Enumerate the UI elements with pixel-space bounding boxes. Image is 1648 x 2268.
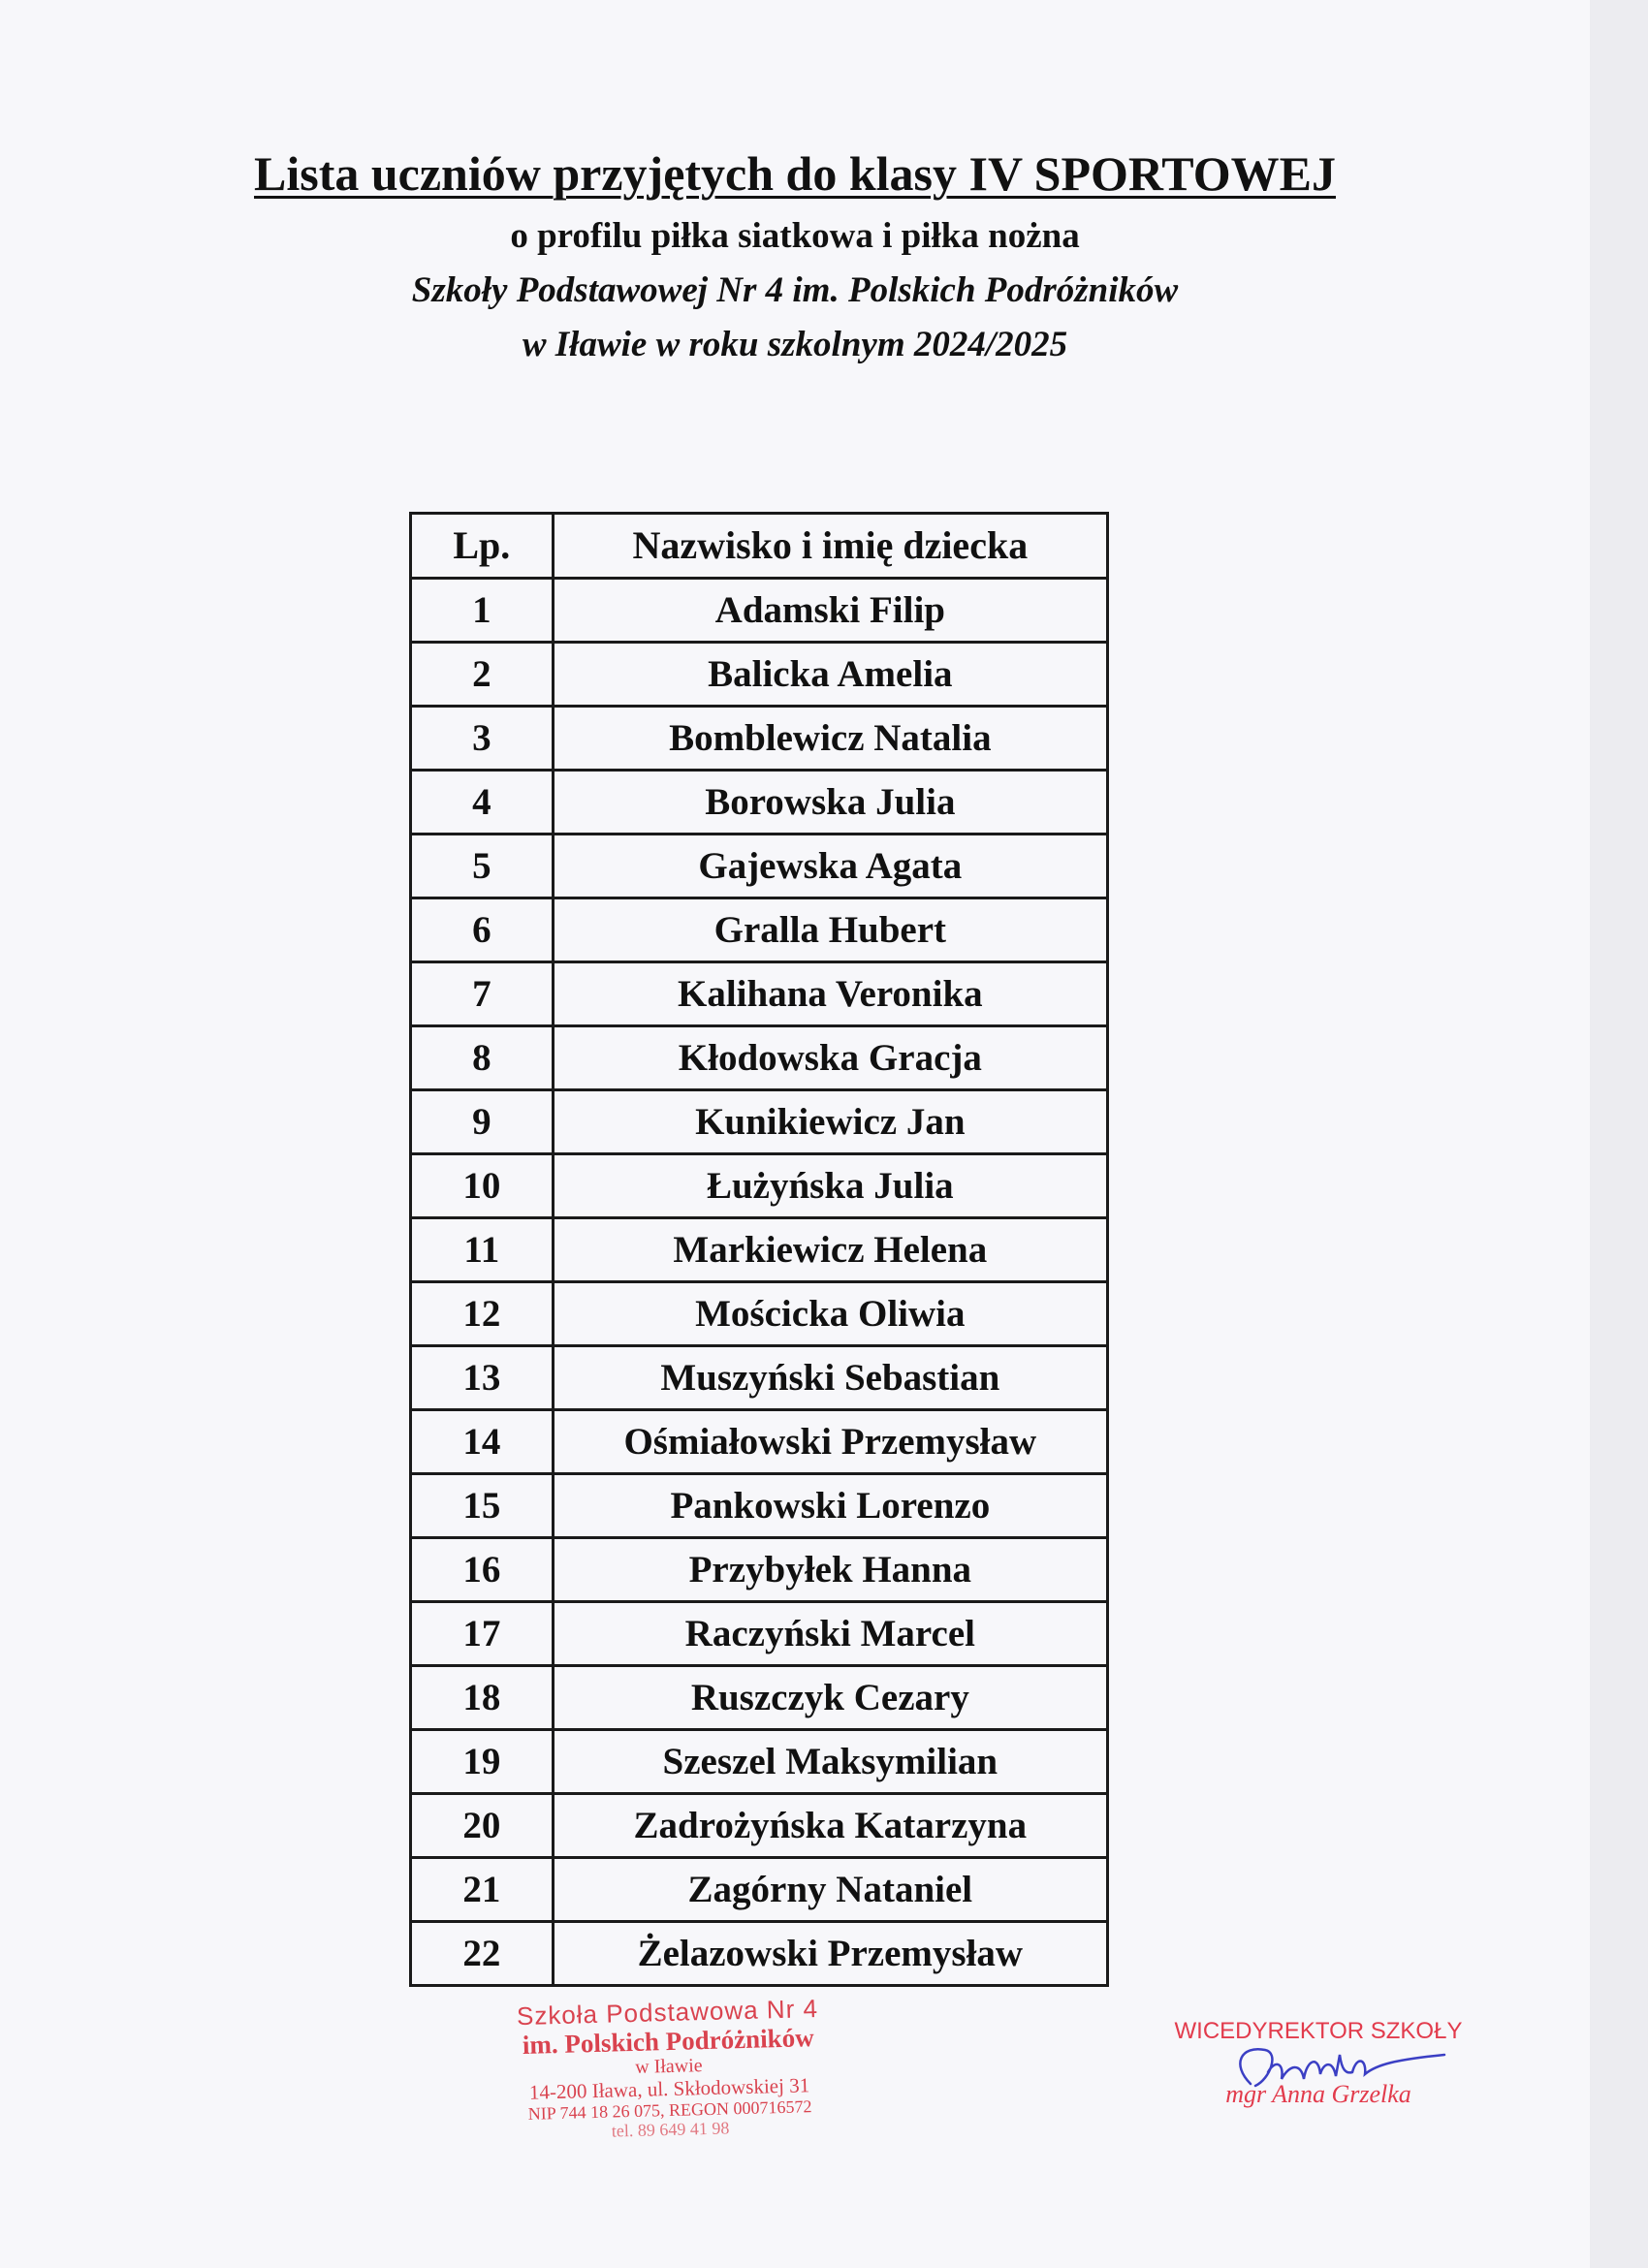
student-name: Ośmiałowski Przemysław xyxy=(553,1410,1107,1474)
table-row xyxy=(411,1922,1108,1986)
header-lp: Lp. xyxy=(411,514,554,579)
stamp-line: w Iławie xyxy=(634,2055,703,2079)
student-name: Muszyński Sebastian xyxy=(553,1346,1107,1410)
table-row xyxy=(411,962,1108,1026)
student-name: Balicka Amelia xyxy=(553,643,1107,707)
row-number: 19 xyxy=(411,1730,554,1794)
school-stamp xyxy=(473,1994,865,2145)
table-row xyxy=(411,835,1108,898)
student-name: Przybyłek Hanna xyxy=(553,1538,1107,1602)
signature-name: mgr Anna Grzelka xyxy=(1225,2080,1411,2108)
table-row xyxy=(411,1666,1108,1730)
table-row xyxy=(411,643,1108,707)
stamp-line: 14-200 Iława, ul. Skłodowskiej 31 xyxy=(528,2072,810,2104)
row-number: 16 xyxy=(411,1538,554,1602)
student-name: Kunikiewicz Jan xyxy=(553,1090,1107,1154)
table-row xyxy=(411,898,1108,962)
document-title: Lista uczniów przyjętych do klasy IV SPORTOWEJ xyxy=(254,146,1336,201)
student-name: Gralla Hubert xyxy=(553,898,1107,962)
table-row xyxy=(411,1858,1108,1922)
row-number: 20 xyxy=(411,1794,554,1858)
handwritten-signature xyxy=(1212,2026,1503,2113)
table-row xyxy=(411,1282,1108,1346)
stamp-line: NIP 744 18 26 075, REGON 000716572 xyxy=(527,2096,812,2125)
table-row xyxy=(411,771,1108,835)
student-name: Adamski Filip xyxy=(553,579,1107,643)
student-name: Borowska Julia xyxy=(553,771,1107,835)
row-number: 11 xyxy=(411,1218,554,1282)
student-name: Bomblewicz Natalia xyxy=(553,707,1107,771)
document-subtitle: o profilu piłka siatkowa i piłka nożna xyxy=(510,216,1080,256)
table-row xyxy=(411,1090,1108,1154)
row-number: 22 xyxy=(411,1922,554,1986)
table-row xyxy=(411,1602,1108,1666)
scan-edge xyxy=(1590,0,1648,2268)
header-name: Nazwisko i imię dziecka xyxy=(553,514,1107,579)
row-number: 13 xyxy=(411,1346,554,1410)
table-row xyxy=(411,579,1108,643)
table-row xyxy=(411,1346,1108,1410)
table-row xyxy=(411,1026,1108,1090)
stamp-line: im. Polskich Podróżników xyxy=(522,2023,814,2061)
table-row xyxy=(411,1218,1108,1282)
table-header-row xyxy=(411,514,1108,579)
student-name: Kłodowska Gracja xyxy=(553,1026,1107,1090)
student-name: Gajewska Agata xyxy=(553,835,1107,898)
student-name: Zagórny Nataniel xyxy=(553,1858,1107,1922)
row-number: 14 xyxy=(411,1410,554,1474)
row-number: 21 xyxy=(411,1858,554,1922)
student-name: Markiewicz Helena xyxy=(553,1218,1107,1282)
row-number: 10 xyxy=(411,1154,554,1218)
student-name: Ruszczyk Cezary xyxy=(553,1666,1107,1730)
school-name: Szkoły Podstawowej Nr 4 im. Polskich Podróżników xyxy=(411,270,1179,310)
row-number: 2 xyxy=(411,643,554,707)
row-number: 8 xyxy=(411,1026,554,1090)
row-number: 7 xyxy=(411,962,554,1026)
student-list-table xyxy=(409,512,1109,1987)
student-name: Mościcka Oliwia xyxy=(553,1282,1107,1346)
stamp-line: tel. 89 649 41 98 xyxy=(611,2118,730,2141)
row-number: 1 xyxy=(411,579,554,643)
row-number: 5 xyxy=(411,835,554,898)
table-row xyxy=(411,707,1108,771)
table-row xyxy=(411,1410,1108,1474)
school-year-line: w Iławie w roku szkolnym 2024/2025 xyxy=(522,325,1068,364)
row-number: 18 xyxy=(411,1666,554,1730)
stamp-line: Szkoła Podstawowa Nr 4 xyxy=(516,1993,819,2032)
row-number: 12 xyxy=(411,1282,554,1346)
student-name: Żelazowski Przemysław xyxy=(553,1922,1107,1986)
student-name: Szeszel Maksymilian xyxy=(553,1730,1107,1794)
table-row xyxy=(411,1474,1108,1538)
signature-title: WICEDYREKTOR SZKOŁY xyxy=(1174,2018,1463,2044)
table-row xyxy=(411,1794,1108,1858)
row-number: 6 xyxy=(411,898,554,962)
student-name: Pankowski Lorenzo xyxy=(553,1474,1107,1538)
student-name: Zadrożyńska Katarzyna xyxy=(553,1794,1107,1858)
row-number: 9 xyxy=(411,1090,554,1154)
row-number: 3 xyxy=(411,707,554,771)
row-number: 17 xyxy=(411,1602,554,1666)
student-name: Łużyńska Julia xyxy=(553,1154,1107,1218)
table-row xyxy=(411,1538,1108,1602)
row-number: 15 xyxy=(411,1474,554,1538)
table-row xyxy=(411,1154,1108,1218)
table-row xyxy=(411,1730,1108,1794)
student-name: Raczyński Marcel xyxy=(553,1602,1107,1666)
row-number: 4 xyxy=(411,771,554,835)
student-name: Kalihana Veronika xyxy=(553,962,1107,1026)
